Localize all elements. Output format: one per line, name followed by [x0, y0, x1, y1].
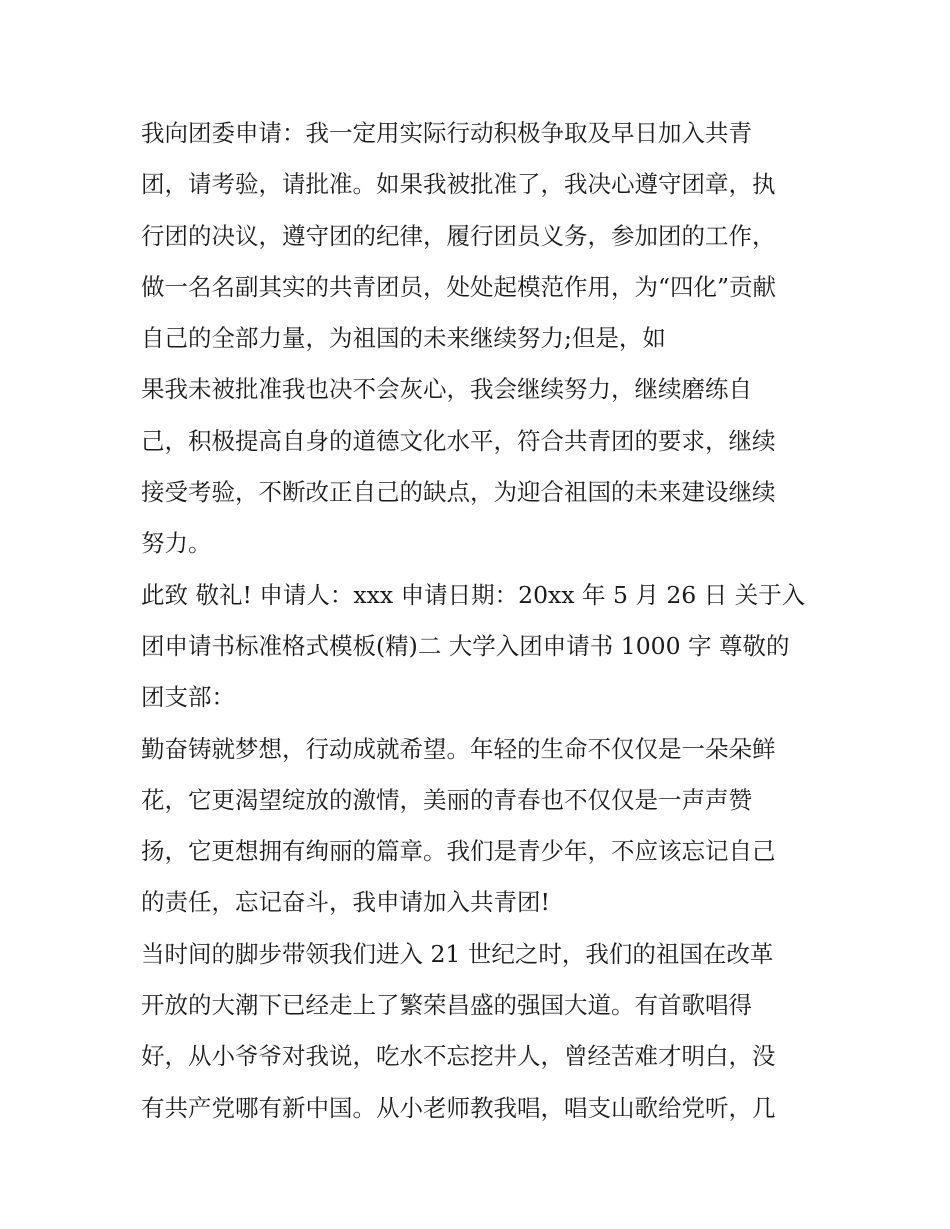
- text-line: 团申请书标准格式模板(精)二 大学入团申请书 1000 字 尊敬的: [141, 631, 790, 660]
- text-line: 接受考验，不断改正自己的缺点，为迎合祖国的未来建设继续: [141, 478, 776, 507]
- text-line: 花，它更渴望绽放的激情，美丽的青春也不仅仅是一声声赞: [141, 785, 752, 814]
- text-line: 好，从小爷爷对我说，吃水不忘挖井人，曾经苦难才明白，没: [141, 1042, 776, 1071]
- text-line: 的责任，忘记奋斗，我申请加入共青团!: [141, 888, 550, 917]
- text-line: 自己的全部力量，为祖国的未来继续努力;但是，如: [141, 324, 666, 353]
- text-line: 果我未被批准我也决不会灰心，我会继续努力，继续磨练自: [141, 375, 752, 404]
- text-line: 勤奋铸就梦想，行动成就希望。年轻的生命不仅仅是一朵朵鲜: [141, 734, 776, 763]
- document-body: [141, 108, 821, 1134]
- text-line: 开放的大潮下已经走上了繁荣昌盛的强国大道。有首歌唱得: [141, 991, 752, 1020]
- text-line: 行团的决议，遵守团的纪律，履行团员义务，参加团的工作，: [141, 221, 776, 250]
- text-line: 有共产党哪有新中国。从小老师教我唱，唱支山歌给党听，几: [141, 1093, 776, 1122]
- text-line: 做一名名副其实的共青团员，处处起模范作用，为“四化”贡献: [141, 272, 777, 301]
- text-line: 团，请考验，请批准。如果我被批准了，我决心遵守团章，执: [141, 170, 776, 199]
- text-line: 努力。: [141, 529, 212, 558]
- text-line: 我向团委申请：我一定用实际行动积极争取及早日加入共青: [141, 119, 752, 147]
- text-line: 此致 敬礼! 申请人：xxx 申请日期：20xx 年 5 月 26 日 关于入: [141, 580, 806, 609]
- text-line: 团支部：: [141, 683, 235, 712]
- text-line: 己，积极提高自身的道德文化水平，符合共青团的要求，继续: [141, 426, 776, 455]
- text-line: 当时间的脚步带领我们进入 21 世纪之时，我们的祖国在改革: [141, 939, 774, 968]
- text-line: 扬，它更想拥有绚丽的篇章。我们是青少年，不应该忘记自己: [141, 837, 776, 866]
